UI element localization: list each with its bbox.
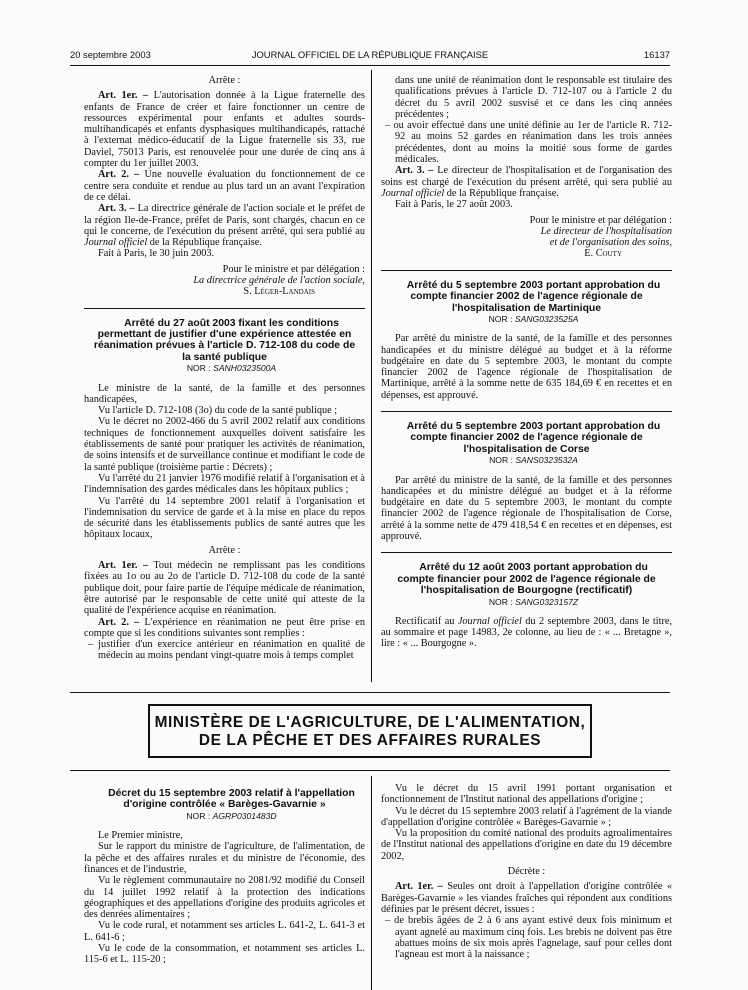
header-page-number: 16137 [643,49,670,60]
nor-reference: NOR : SANG0323525A [488,313,579,324]
section-rule [70,770,670,771]
decrete-label: Décrète : [507,866,546,878]
section-rule [381,270,672,271]
arrete-title-bourgogne: Arrêté du 12 août 2003 portant approbation du compte financier pour 2002 de l'agence régionale de l'hospitalisation de Bourgogne (rectificatif) [397,562,656,597]
left-column [84,75,365,662]
paragraph: Le ministre de la santé, de la famille et des personnes handicapées, [84,382,365,405]
list-item: – ou avoir effectué dans une unité définie au 1er de l'article R. 712-92 au moins 52 gardes en réanimation dans les trois années précédentes, dont au moins la moitié sous forme de gardes médicales. [385,120,672,166]
paragraph: Vu le décret du 15 septembre 2003 relatif à l'agrément de la viande d'appellation d'origine contrôlée « Barèges-Gavarnie » ; [381,805,672,828]
article-3: Art. 3. – La directrice générale de l'action sociale et le préfet de la région Ile-de-France, préfet de Paris, sont chargés, chacun en ce qui le concerne, de l'exécution du présent arrêté, qui sera publié au Journal officiel de la République française. [84,203,365,249]
bottom-left-column [84,788,365,966]
paragraph: Vu le décret du 15 avril 1991 portant organisation et fonctionnement de l'Institut national des appellations d'origine ; [381,783,672,806]
decree-title-reanimation: Arrêté du 27 août 2003 fixant les conditions permettant de justifier d'une expérience attestée en réanimation prévues à l'article D. 712-108 du code de la santé publique [93,317,356,363]
section-rule [84,308,365,309]
section-rule [70,692,670,693]
fait-a-paris: Fait à Paris, le 30 juin 2003. [98,248,215,260]
paragraph: Rectificatif au Journal officiel du 2 septembre 2003, dans le titre, au sommaire et page 14983, 2e colonne, au lieu de : « ... Bretagne », lire : « ... Bourgogne ». [381,615,673,650]
arrete-label: Arrête : [208,75,241,86]
section-rule [381,552,672,553]
paragraph: Vu le règlement communautaire no 2081/92 modifié du Conseil du 14 juillet 1992 relatif à la protection des indications géographiques et des appellations d'origine des produits agricoles et des denrées alimentaires ; [84,875,365,921]
nor-reference: NOR : SANH0323500A [186,363,277,374]
decree-title-bareges: Décret du 15 septembre 2003 relatif à l'appellation d'origine contrôlée « Barèges-Gavarnie » [108,788,355,811]
paragraph: Vu le code rural, et notamment ses articles L. 641-2, L. 641-3 et L. 641-6 ; [84,920,365,943]
signature-delegation: Pour le ministre et par délégation : [222,263,365,275]
article-3: Art. 3. – Le directeur de l'hospitalisation et de l'organisation des soins est chargé de l'exécution du présent arrêté, qui sera publié au Journal officiel de la République française. [381,165,672,199]
list-item: – de brebis âgées de 2 à 6 ans ayant estivé deux fois minimum et ayant agnelé au maximum cinq fois. Les brebis ne doivent pas être abattues moins de six mois après l'agnelage, sauf pour celles dont l'agneau est mort à la naissance ; [385,915,672,961]
arrete-title-corse: Arrêté du 5 septembre 2003 portant approbation du compte financier 2002 de l'agence régionale de l'hospitalisation de Corse [406,421,661,455]
article-1: Art. 1er. – L'autorisation donnée à la Ligue fraternelle des enfants de France de créer et faire fonctionner un centre de ressources expérimental pour enfants et adultes sourds-multihandicapés et enfants dysphasiques multihandicapés, rattaché à l'externat médico-éducatif de la Ligue fraternelle sis 33, rue Daviel, 75013 Paris, est renouvelée pour une durée de cinq ans à compter du 1er juillet 2003. [84,90,366,170]
article-2: Art. 2. – L'expérience en réanimation ne peut être prise en compte que si les conditions suivantes sont remplies : [84,616,365,639]
ministry-banner-line: MINISTÈRE DE L'AGRICULTURE, DE L'ALIMENTATION, [154,714,586,731]
section-rule [381,411,672,412]
right-column [381,75,672,650]
list-item-continued: dans une unité de réanimation dont le responsable est titulaire des qualifications prévues à l'article D. 712-107 ou à l'article 2 du décret du 5 avril 2002 susvisé et ce dans les cinq années précédentes ; [395,75,672,120]
signature-name: E. Couty [584,248,622,260]
paragraph: Vu le code de la consommation, et notamment ses articles L. 115-6 et L. 115-20 ; [84,943,365,966]
nor-reference: NOR : SANS0323532A [489,455,578,466]
header-date: 20 septembre 2003 [70,49,151,60]
signature-title: et de l'organisation des soins, [549,237,672,249]
ministry-banner [148,704,592,758]
nor-reference: NOR : SANG0323157Z [488,596,579,607]
fait-a-paris: Fait à Paris, le 27 août 2003. [395,199,513,211]
nor-reference: NOR : AGRP0301483D [186,810,277,821]
signature-title: Le directeur de l'hospitalisation [540,225,672,237]
arrete-label: Arrête : [208,544,241,556]
page-header [70,49,670,61]
column-divider-top [371,70,372,682]
paragraph: Vu l'arrêté du 21 janvier 1976 modifié relatif à l'organisation et à l'indemnisation des gardes médicales dans les hôpitaux publics ; [84,472,365,496]
paragraph: Vu l'arrêté du 14 septembre 2001 relatif à l'organisation et l'indemnisation du service de garde et à la mise en place du repos de sécurité dans les établissements publics de santé autres que les hôpitaux locaux, [84,495,365,541]
arrete-title-martinique: Arrêté du 5 septembre 2003 portant approbation du compte financier 2002 de l'agence régionale de l'hospitalisation de Martinique [406,279,661,314]
header-rule [70,65,670,66]
article-1: Art. 1er. – Seules ont droit à l'appellation d'origine contrôlée « Barèges-Gavarnie » les viandes fraîches qui répondent aux conditions définies par le présent décret, issues : [381,881,672,915]
ministry-banner-line: DE LA PÊCHE ET DES AFFAIRES RURALES [198,732,542,749]
paragraph: Sur le rapport du ministre de l'agriculture, de l'alimentation, de la pêche et des affaires rurales et du ministre de l'économie, des finances et de l'industrie, [84,841,365,875]
signature-delegation: Pour le ministre et par délégation : [529,214,672,226]
list-item: – justifier d'un exercice antérieur en réanimation en qualité de médecin au moins pendant vingt-quatre mois à temps complet [88,639,365,662]
bottom-right-column [381,783,672,960]
paragraph: Vu le décret no 2002-466 du 5 avril 2002 relatif aux conditions techniques de fonctionnement auxquelles doivent satisfaire les établissements de santé pour pratiquer les activités de réanimation, de soins intensifs et de surveillance continue et modifiant le code de la santé publique (troisième partie : Décrets) ; [84,416,365,473]
column-divider-bottom [371,776,372,990]
header-journal-title: JOURNAL OFFICIEL DE LA RÉPUBLIQUE FRANÇAISE [251,49,489,60]
paragraph: Le Premier ministre, [98,830,183,842]
paragraph: Par arrêté du ministre de la santé, de la famille et des personnes handicapées et du ministre délégué au budget et à la réforme budgétaire en date du 5 septembre 2003, le montant du compte financier 2002 de l'agence régionale de l'hospitalisation de Corse, arrêté à la somme nette de 479 418,54 € en recettes et en dépenses, est approuvé. [381,474,672,543]
signature-title: La directrice générale de l'action sociale, [193,275,365,287]
paragraph: Vu la proposition du comité national des produits agroalimentaires de l'Institut national des appellations d'origine en date du 19 décembre 2002, [381,828,672,862]
signature-name: S. Léger-Landais [243,286,315,298]
article-1: Art. 1er. – Tout médecin ne remplissant pas les conditions fixées au 1o ou au 2o de l'article D. 712-108 du code de la santé publique doit, pour faire partie de l'équipe médicale de réanimation, être autorisé par le responsable de cette unité qui atteste de la qualité de l'expérience acquise en réanimation. [84,560,366,617]
paragraph: Vu l'article D. 712-108 (3o) du code de la santé publique ; [98,405,338,417]
paragraph: Par arrêté du ministre de la santé, de la famille et des personnes handicapées et du ministre délégué au budget et à la réforme budgétaire en date du 5 septembre 2003, le montant du compte financier 2002 de l'agence régionale de l'hospitalisation de Martinique, arrêté à la somme nette de 635 184,69 € en recettes et en dépenses, est approuvé. [381,333,672,401]
article-2: Art. 2. – Une nouvelle évaluation du fonctionnement de ce centre sera conduite et rendue au plus tard un an avant l'expiration de ce délai. [84,169,365,203]
